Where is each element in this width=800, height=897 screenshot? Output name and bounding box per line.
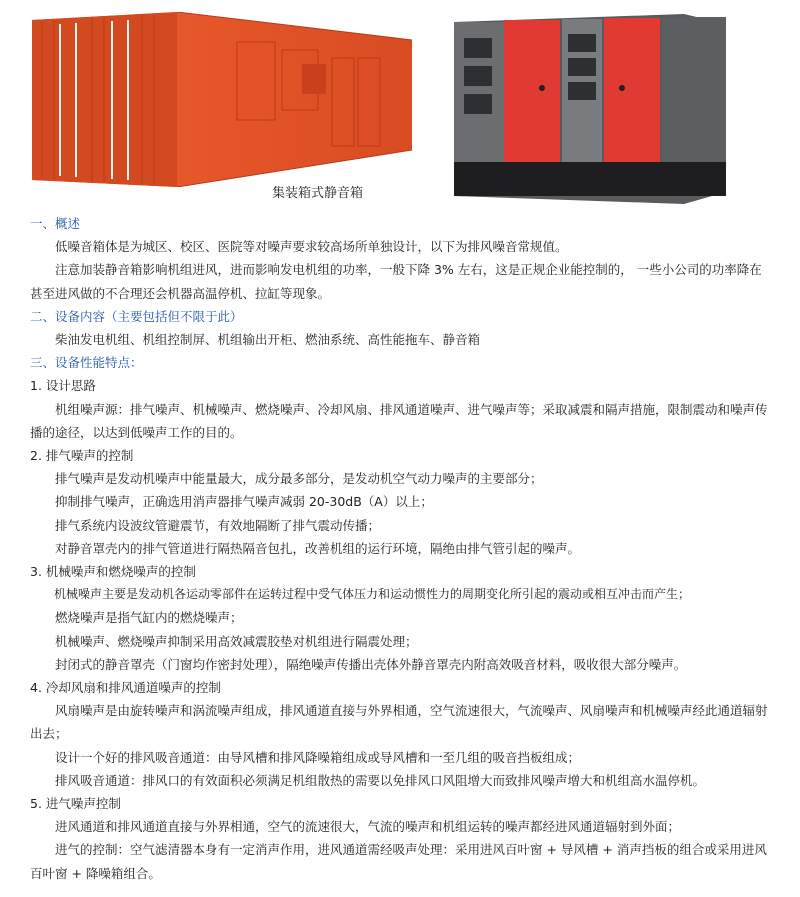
paragraph: 注意加装静音箱影响机组进风，进而影响发电机组的功率，一般下降 3% 左右，这是正规企业能控制的， 一些小公司的功率降在甚至进风做的不合理还会机器高温停机、拉缸等现象。 [30,262,762,301]
paragraph: 设计一个好的排风吸音通道：由导风槽和排风降噪箱组成或导风槽和一至几组的吸音挡板组成； [55,749,581,765]
paragraph: 对静音罩壳内的排气管道进行隔热隔音包扎，改善机组的运行环境，隔绝由排气管引起的噪声。 [55,540,581,556]
paragraph: 机组噪声源：排气噪声、机械噪声、燃烧噪声、冷却风扇、排风通道噪声、进气噪声等；采取减震和隔声措施，限制震动和噪声传播的途径，以达到低噪声工作的目的。 [30,401,768,440]
section-heading-equipment: 二、设备内容（主要包括但不限于此） [30,308,243,324]
paragraph: 燃烧噪声是指气缸内的燃烧噪声； [55,610,243,626]
paragraph: 排气系统内设波纹管避震节，有效地隔断了排气震动传播； [55,517,381,533]
generator-genset-image [454,14,726,204]
subheading: 2. 排气噪声的控制 [30,448,134,464]
container-silent-box-image [32,12,412,187]
paragraph: 排风吸音通道：排风口的有效面积必须满足机组散热的需要以免排风口风阻增大而致排风噪声增大和机组高水温停机。 [55,772,706,788]
paragraph: 低噪音箱体是为城区、校区、医院等对噪声要求较高场所单独设计，以下为排风噪音常规值。 [55,239,568,255]
paragraph: 进气的控制：空气滤清器本身有一定消声作用，进风通道需经吸声处理：采用进风百叶窗 + 导风槽 + 消声挡板的组合或采用进风百叶窗 + 降噪箱组合。 [30,842,767,881]
product-images [0,0,800,210]
subheading: 4. 冷却风扇和排风通道噪声的控制 [30,680,221,696]
image-caption: 集装箱式静音箱 [272,186,364,201]
paragraph: 机械噪声主要是发动机各运动零部件在运转过程中受气体压力和运动惯性力的周期变化所引起的震动或相互冲击而产生； [54,587,691,602]
paragraph: 抑制排气噪声，正确选用消声器排气噪声减弱 20-30dB（A）以上； [55,494,433,510]
paragraph: 进风通道和排风通道直接与外界相通，空气的流速很大，气流的噪声和机组运转的噪声都经进风通道辐射到外面； [55,819,681,835]
subheading: 1. 设计思路 [30,378,96,394]
section-heading-features: 三、设备性能特点： [30,355,143,371]
paragraph: 排气噪声是发动机噪声中能量最大，成分最多部分，是发动机空气动力噪声的主要部分； [55,471,543,487]
paragraph: 风扇噪声是由旋转噪声和涡流噪声组成，排风通道直接与外界相通，空气流速很大，气流噪声、风扇噪声和机械噪声经此通道辐射出去； [30,703,768,742]
subheading: 5. 进气噪声控制 [30,796,121,812]
paragraph: 封闭式的静音罩壳（门窗均作密封处理），隔绝噪声传播出壳体外静音罩壳内附高效吸音材料，吸收很大部分噪声。 [55,656,687,672]
subheading: 3. 机械噪声和燃烧噪声的控制 [30,564,196,580]
section-heading-overview: 一、概述 [30,216,81,231]
paragraph: 柴油发电机组、机组控制屏、机组输出开柜、燃油系统、高性能拖车、静音箱 [55,332,481,348]
paragraph: 机械噪声、燃烧噪声抑制采用高效减震胶垫对机组进行隔震处理； [55,633,418,649]
document-body [30,212,774,885]
